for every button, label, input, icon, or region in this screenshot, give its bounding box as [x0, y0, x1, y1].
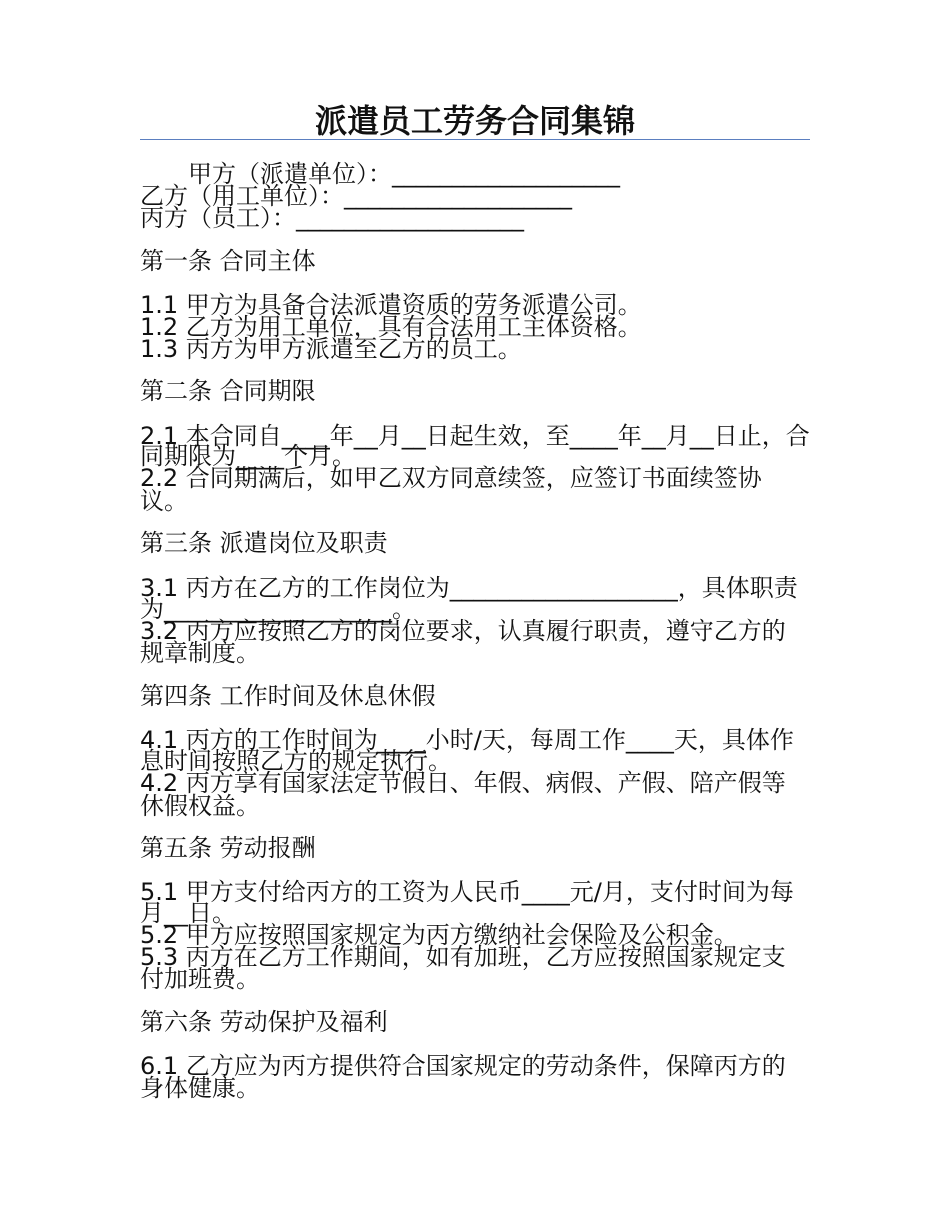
clause-line: 议。: [140, 487, 188, 515]
clause-line: 2.1 本合同自____年__月__日起生效，至____年__月__日止，合: [140, 422, 810, 450]
clause-line: 月__日。: [140, 899, 236, 927]
section-heading: 第四条 工作时间及休息休假: [140, 682, 436, 710]
party-b-line: 乙方（用工单位）：___________________: [140, 182, 572, 210]
clause-line: 休假权益。: [140, 792, 260, 820]
clause-line: 3.2 丙方应按照乙方的岗位要求，认真履行职责，遵守乙方的: [140, 617, 786, 645]
section-heading: 第三条 派遣岗位及职责: [140, 529, 388, 557]
clause-line: 6.1 乙方应为丙方提供符合国家规定的劳动条件，保障丙方的: [140, 1052, 786, 1080]
section-heading: 第五条 劳动报酬: [140, 834, 316, 862]
clause-line: 1.2 乙方为用工单位，具有合法用工主体资格。: [140, 313, 642, 341]
section-heading: 第一条 合同主体: [140, 247, 316, 275]
clause-line: 规章制度。: [140, 639, 260, 667]
clause-line: 5.1 甲方支付给丙方的工资为人民币____元/月，支付时间为每: [140, 878, 794, 906]
section-heading: 第二条 合同期限: [140, 377, 316, 405]
clause-line: 1.3 丙方为甲方派遣至乙方的员工。: [140, 335, 522, 363]
clause-line: 2.2 合同期满后，如甲乙双方同意续签，应签订书面续签协: [140, 464, 762, 492]
party-a-line: 甲方（派遣单位）：___________________: [188, 160, 620, 188]
clause-line: 1.1 甲方为具备合法派遣资质的劳务派遣公司。: [140, 291, 642, 319]
section-heading: 第六条 劳动保护及福利: [140, 1008, 388, 1036]
clause-line: 为___________________。: [140, 595, 416, 623]
clause-line: 息时间按照乙方的规定执行。: [140, 747, 452, 775]
clause-line: 身体健康。: [140, 1074, 260, 1102]
clause-line: 3.1 丙方在乙方的工作岗位为___________________，具体职责: [140, 574, 798, 602]
clause-line: 同期限为____个月。: [140, 442, 356, 470]
title-underline: [140, 139, 810, 140]
document-title: 派遣员工劳务合同集锦: [314, 102, 635, 140]
clause-line: 5.3 丙方在乙方工作期间，如有加班，乙方应按照国家规定支: [140, 943, 786, 971]
clause-line: 5.2 甲方应按照国家规定为丙方缴纳社会保险及公积金。: [140, 921, 738, 949]
clause-line: 4.1 丙方的工作时间为____小时/天，每周工作____天，具体作: [140, 726, 794, 754]
clause-line: 4.2 丙方享有国家法定节假日、年假、病假、产假、陪产假等: [140, 769, 786, 797]
clause-line: 付加班费。: [140, 965, 260, 993]
party-c-line: 丙方（员工）：___________________: [140, 204, 524, 232]
